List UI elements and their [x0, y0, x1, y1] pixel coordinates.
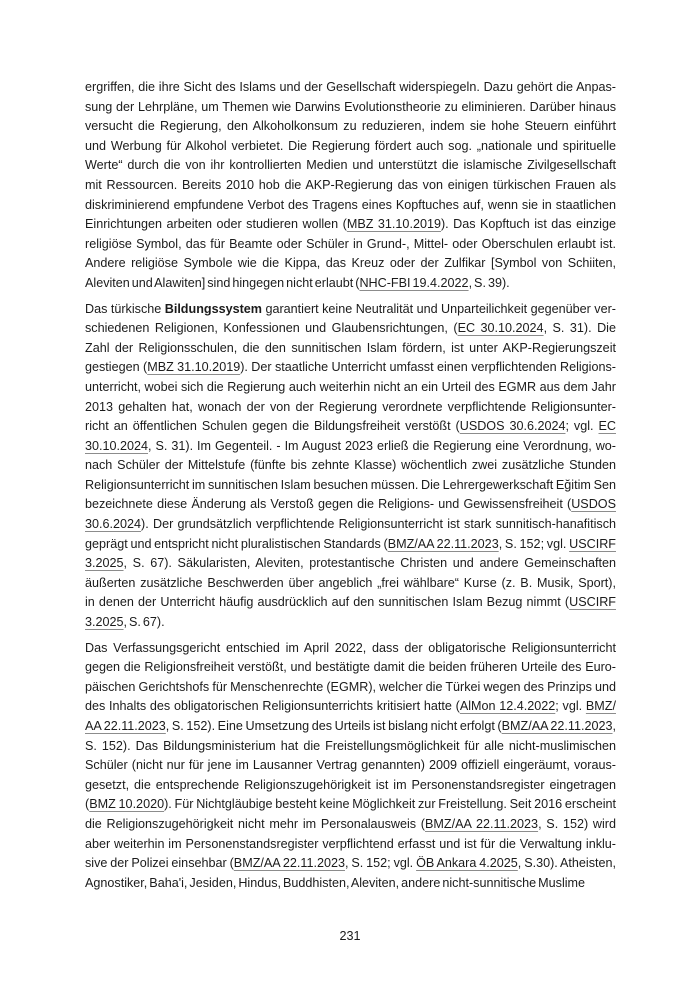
text-line — [85, 515, 616, 535]
text-run: , S. 152). Eine Umsetzung des Urteils ist bislang nicht erfolgt ( — [165, 719, 502, 733]
text-line — [85, 437, 616, 457]
text-line — [85, 776, 616, 796]
text-run: geprägt und entspricht nicht pluralistischen Standards ( — [85, 536, 388, 551]
text-line — [85, 235, 616, 255]
citation-link[interactable]: BMZ/AA 22.11.2023 — [233, 856, 345, 871]
text-run: ergriffen, die ihre Sicht des Islams und der Gesellschaft widerspiegeln. Dazu gehört die Anpas- — [85, 80, 616, 94]
text-line — [85, 78, 616, 98]
text-line — [85, 495, 616, 515]
paragraph — [85, 639, 616, 894]
text-run: sive der Polizei einsehbar ( — [85, 856, 234, 871]
citation-link[interactable]: USDOS 30.6.2024 — [459, 419, 566, 434]
text-run: religiöse Symbol, das für Beamte oder Schüler in Grund-, Mittel- oder Oberschulen erlaubt ist. — [85, 236, 616, 251]
citation-link[interactable]: 3.2025 — [85, 556, 124, 571]
text-run: ). Der grundsätzlich verpflichtende Religionsunterricht ist stark sunnitisch-hanafitisch — [141, 517, 616, 532]
text-run: , S. 152) wird — [538, 816, 617, 831]
citation-link[interactable]: AA 22.11.2023 — [85, 719, 166, 733]
text-run: ; vgl. — [555, 699, 586, 714]
text-run: gesetzt, die entsprechende Religionszugehörigkeit ist im Personenstandsregister eingetragen — [85, 777, 616, 792]
citation-link[interactable]: MBZ 31.10.2019 — [147, 360, 241, 375]
text-run: , S.30). Atheisten, — [517, 856, 616, 871]
citation-link[interactable]: USCIRF — [569, 595, 616, 610]
citation-link[interactable]: BMZ/AA 22.11.2023 — [425, 816, 539, 831]
text-run: versucht die Regierung, den Alkoholkonsum zu reduzieren, indem sie hohe Steuern einführt — [85, 119, 616, 134]
text-run: Das türkische — [85, 301, 165, 316]
text-line — [85, 535, 616, 555]
paragraph — [85, 78, 616, 294]
text-run: äußerten zusätzliche Beschwerden über angeblich „frei wählbare“ Kurse (z. B. Musik, Sport), — [85, 575, 616, 590]
text-run: garantiert keine Neutralität und Unparteilichkeit gegenüber ver- — [262, 301, 616, 316]
text-run: ( — [85, 797, 90, 812]
text-run: gegen die Religionsfreiheit verstößt, und bestätigte damit die beiden früheren Urteile des Euro- — [85, 660, 616, 675]
text-run: S. 152). Das Bildungsministerium hat die Freistellungsmöglichkeit für alle nicht-muslimischen — [85, 738, 616, 753]
text-run: ; vgl. — [565, 419, 599, 434]
citation-link[interactable]: MBZ 31.10.2019 — [346, 217, 441, 232]
text-line — [85, 319, 616, 339]
body-text — [85, 78, 616, 899]
text-line — [85, 456, 616, 476]
text-run: Das Verfassungsgericht entschied im April 2022, dass der obligatorische Religionsunterricht — [85, 640, 616, 655]
text-line — [85, 417, 616, 437]
bold-term: Bildungssystem — [164, 301, 262, 316]
text-line — [85, 874, 616, 894]
text-line — [85, 737, 616, 757]
text-run: schiedenen Religionen, Konfessionen und Glaubensrichtungen, ( — [85, 321, 458, 336]
text-run: ). Für Nichtgläubige besteht keine Möglichkeit zur Freistellung. Seit 2016 erscheint — [164, 797, 616, 812]
citation-link[interactable]: 30.6.2024 — [85, 517, 142, 532]
text-line — [85, 176, 616, 196]
text-line — [85, 613, 616, 633]
text-line — [85, 339, 616, 359]
text-line — [85, 378, 616, 398]
citation-link[interactable]: EC 30.10.2024 — [457, 321, 544, 336]
text-run: , S. 39). — [468, 275, 510, 290]
text-line — [85, 593, 616, 613]
text-run: , — [612, 719, 617, 733]
text-run: , S. 31). Die — [543, 321, 616, 336]
text-line — [85, 196, 616, 216]
text-run: Religionsunterricht im sunnitischen Islam besuchen müssen. Die Lehrergewerkschaft Eğitim Sen — [85, 477, 616, 492]
citation-link[interactable]: ÖB Ankara 4.2025 — [416, 856, 518, 871]
text-line — [85, 358, 616, 378]
text-run: gestiegen ( — [85, 360, 148, 375]
text-run: Aleviten und Alawiten] sind hingegen nicht erlaubt ( — [85, 275, 360, 290]
text-run: päischen Gerichtshofs für Menschenrechte (EGMR), welcher die Türkei wegen des Prinzips und — [85, 679, 616, 694]
text-run: und Werbung für Alkohol verbietet. Die Regierung fördert auch sog. „nationale und spirituelle — [85, 138, 616, 153]
text-line — [85, 476, 616, 496]
text-run: , S. 31). Im Gegenteil. - Im August 2023 erließ die Regierung eine Verordnung, wo- — [148, 438, 616, 453]
citation-link[interactable]: EC — [598, 419, 616, 434]
text-run: 2013 gehalten hat, wonach der von der Regierung verordnete verpflichtende Religionsunter- — [85, 399, 616, 414]
text-run: in denen der Unterricht häufig ausdrücklich auf den sunnitischen Islam Bezug nimmt ( — [85, 595, 570, 610]
text-line — [85, 398, 616, 418]
text-line — [85, 815, 616, 835]
citation-link[interactable]: NHC-FBI 19.4.2022 — [359, 275, 469, 290]
text-run: aber weiterhin im Personenstandsregister verpflichtend erfasst und ist für die Verwaltung inklu- — [85, 836, 616, 851]
text-line — [85, 717, 616, 737]
text-run: Andere religiöse Symbole wie die Kippa, das Kreuz oder der Zulfikar [Symbol von Schiiten, — [85, 256, 616, 271]
text-run: mit Ressourcen. Bereits 2010 hob die AKP-Regierung das von einigen türkischen Frauen als — [85, 177, 616, 192]
paragraph — [85, 300, 616, 633]
citation-link[interactable]: BMZ 10.2020 — [89, 797, 165, 812]
text-run: ). Das Kopftuch ist das einzige — [440, 217, 616, 232]
citation-link[interactable]: AlMon 12.4.2022 — [459, 699, 556, 714]
text-line — [85, 156, 616, 176]
text-line — [85, 117, 616, 137]
text-run: ). Der staatliche Unterricht umfasst einen verpflichtenden Religions- — [240, 360, 616, 375]
text-line — [85, 215, 616, 235]
text-run: diskriminierend empfundene Verbot des Tragens eines Kopftuches auf, wenn sie in staatlichen — [85, 197, 616, 212]
citation-link[interactable]: BMZ/AA 22.11.2023 — [501, 719, 613, 733]
text-run: sung der Lehrpläne, um Themen wie Darwins Evolutionstheorie zu eliminieren. Darüber hinaus — [85, 99, 616, 114]
text-line — [85, 300, 616, 320]
text-line — [85, 554, 616, 574]
text-run: nach Schüler der Mittelstufe (fünfte bis zehnte Klasse) wöchentlich zwei zusätzliche Stunden — [85, 458, 616, 473]
page-number: 231 — [339, 929, 361, 943]
text-line — [85, 254, 616, 274]
citation-link[interactable]: 30.10.2024 — [85, 438, 149, 453]
citation-link[interactable]: BMZ/AA 22.11.2023 — [387, 536, 499, 551]
text-line — [85, 574, 616, 594]
text-line — [85, 274, 616, 294]
text-run: , S. 152; vgl. — [498, 536, 570, 551]
text-line — [85, 756, 616, 776]
text-line — [85, 658, 616, 678]
text-run: richt an öffentlichen Schulen gegen die Bildungsfreiheit verstößt ( — [85, 419, 460, 434]
text-run: unterricht, wobei sich die Regierung auch weiterhin nicht an ein Urteil des EGMR aus dem Jahr — [85, 379, 616, 394]
text-run: , S. 67). Säkularisten, Aleviten, protestantische Christen und andere Gemeinschaften — [123, 556, 616, 571]
text-line — [85, 854, 616, 874]
text-run: Werte“ durch die von ihr kontrollierten Medien und unterstützt die islamische Zivilgesellschaft — [85, 158, 616, 173]
text-line — [85, 835, 616, 855]
text-run: Agnostiker, Baha'i, Jesiden, Hindus, Buddhisten, Aleviten, andere nicht-sunnitische Muslime — [85, 875, 586, 890]
text-line — [85, 639, 616, 659]
text-run: Einrichtungen arbeiten oder studieren wollen ( — [85, 217, 347, 232]
text-run: Zahl der Religionsschulen, die den sunnitischen Islam fördern, ist unter AKP-Regierungszeit — [85, 340, 616, 355]
text-run: die Religionszugehörigkeit nicht mehr im Personalausweis ( — [85, 816, 426, 831]
text-run: , S. 67). — [123, 615, 165, 630]
text-line — [85, 795, 616, 815]
text-line — [85, 697, 616, 717]
citation-link[interactable]: USCIRF — [569, 536, 616, 551]
text-run: , S. 152; vgl. — [344, 856, 417, 871]
text-line — [85, 678, 616, 698]
text-run: Schüler (nicht nur für jene im Lausanner Vertrag genannten) 2009 offiziell eingeräumt, voraus- — [85, 758, 616, 773]
text-run: bezeichnete diese Änderung als Verstoß gegen die Religions- und Gewissensfreiheit ( — [85, 497, 572, 512]
citation-link[interactable]: BMZ/ — [585, 699, 616, 714]
text-run: des Inhalts des obligatorischen Religionsunterrichts kritisiert hatte ( — [85, 699, 460, 714]
text-line — [85, 137, 616, 157]
citation-link[interactable]: 3.2025 — [85, 615, 124, 630]
text-line — [85, 98, 616, 118]
citation-link[interactable]: USDOS — [571, 497, 616, 512]
